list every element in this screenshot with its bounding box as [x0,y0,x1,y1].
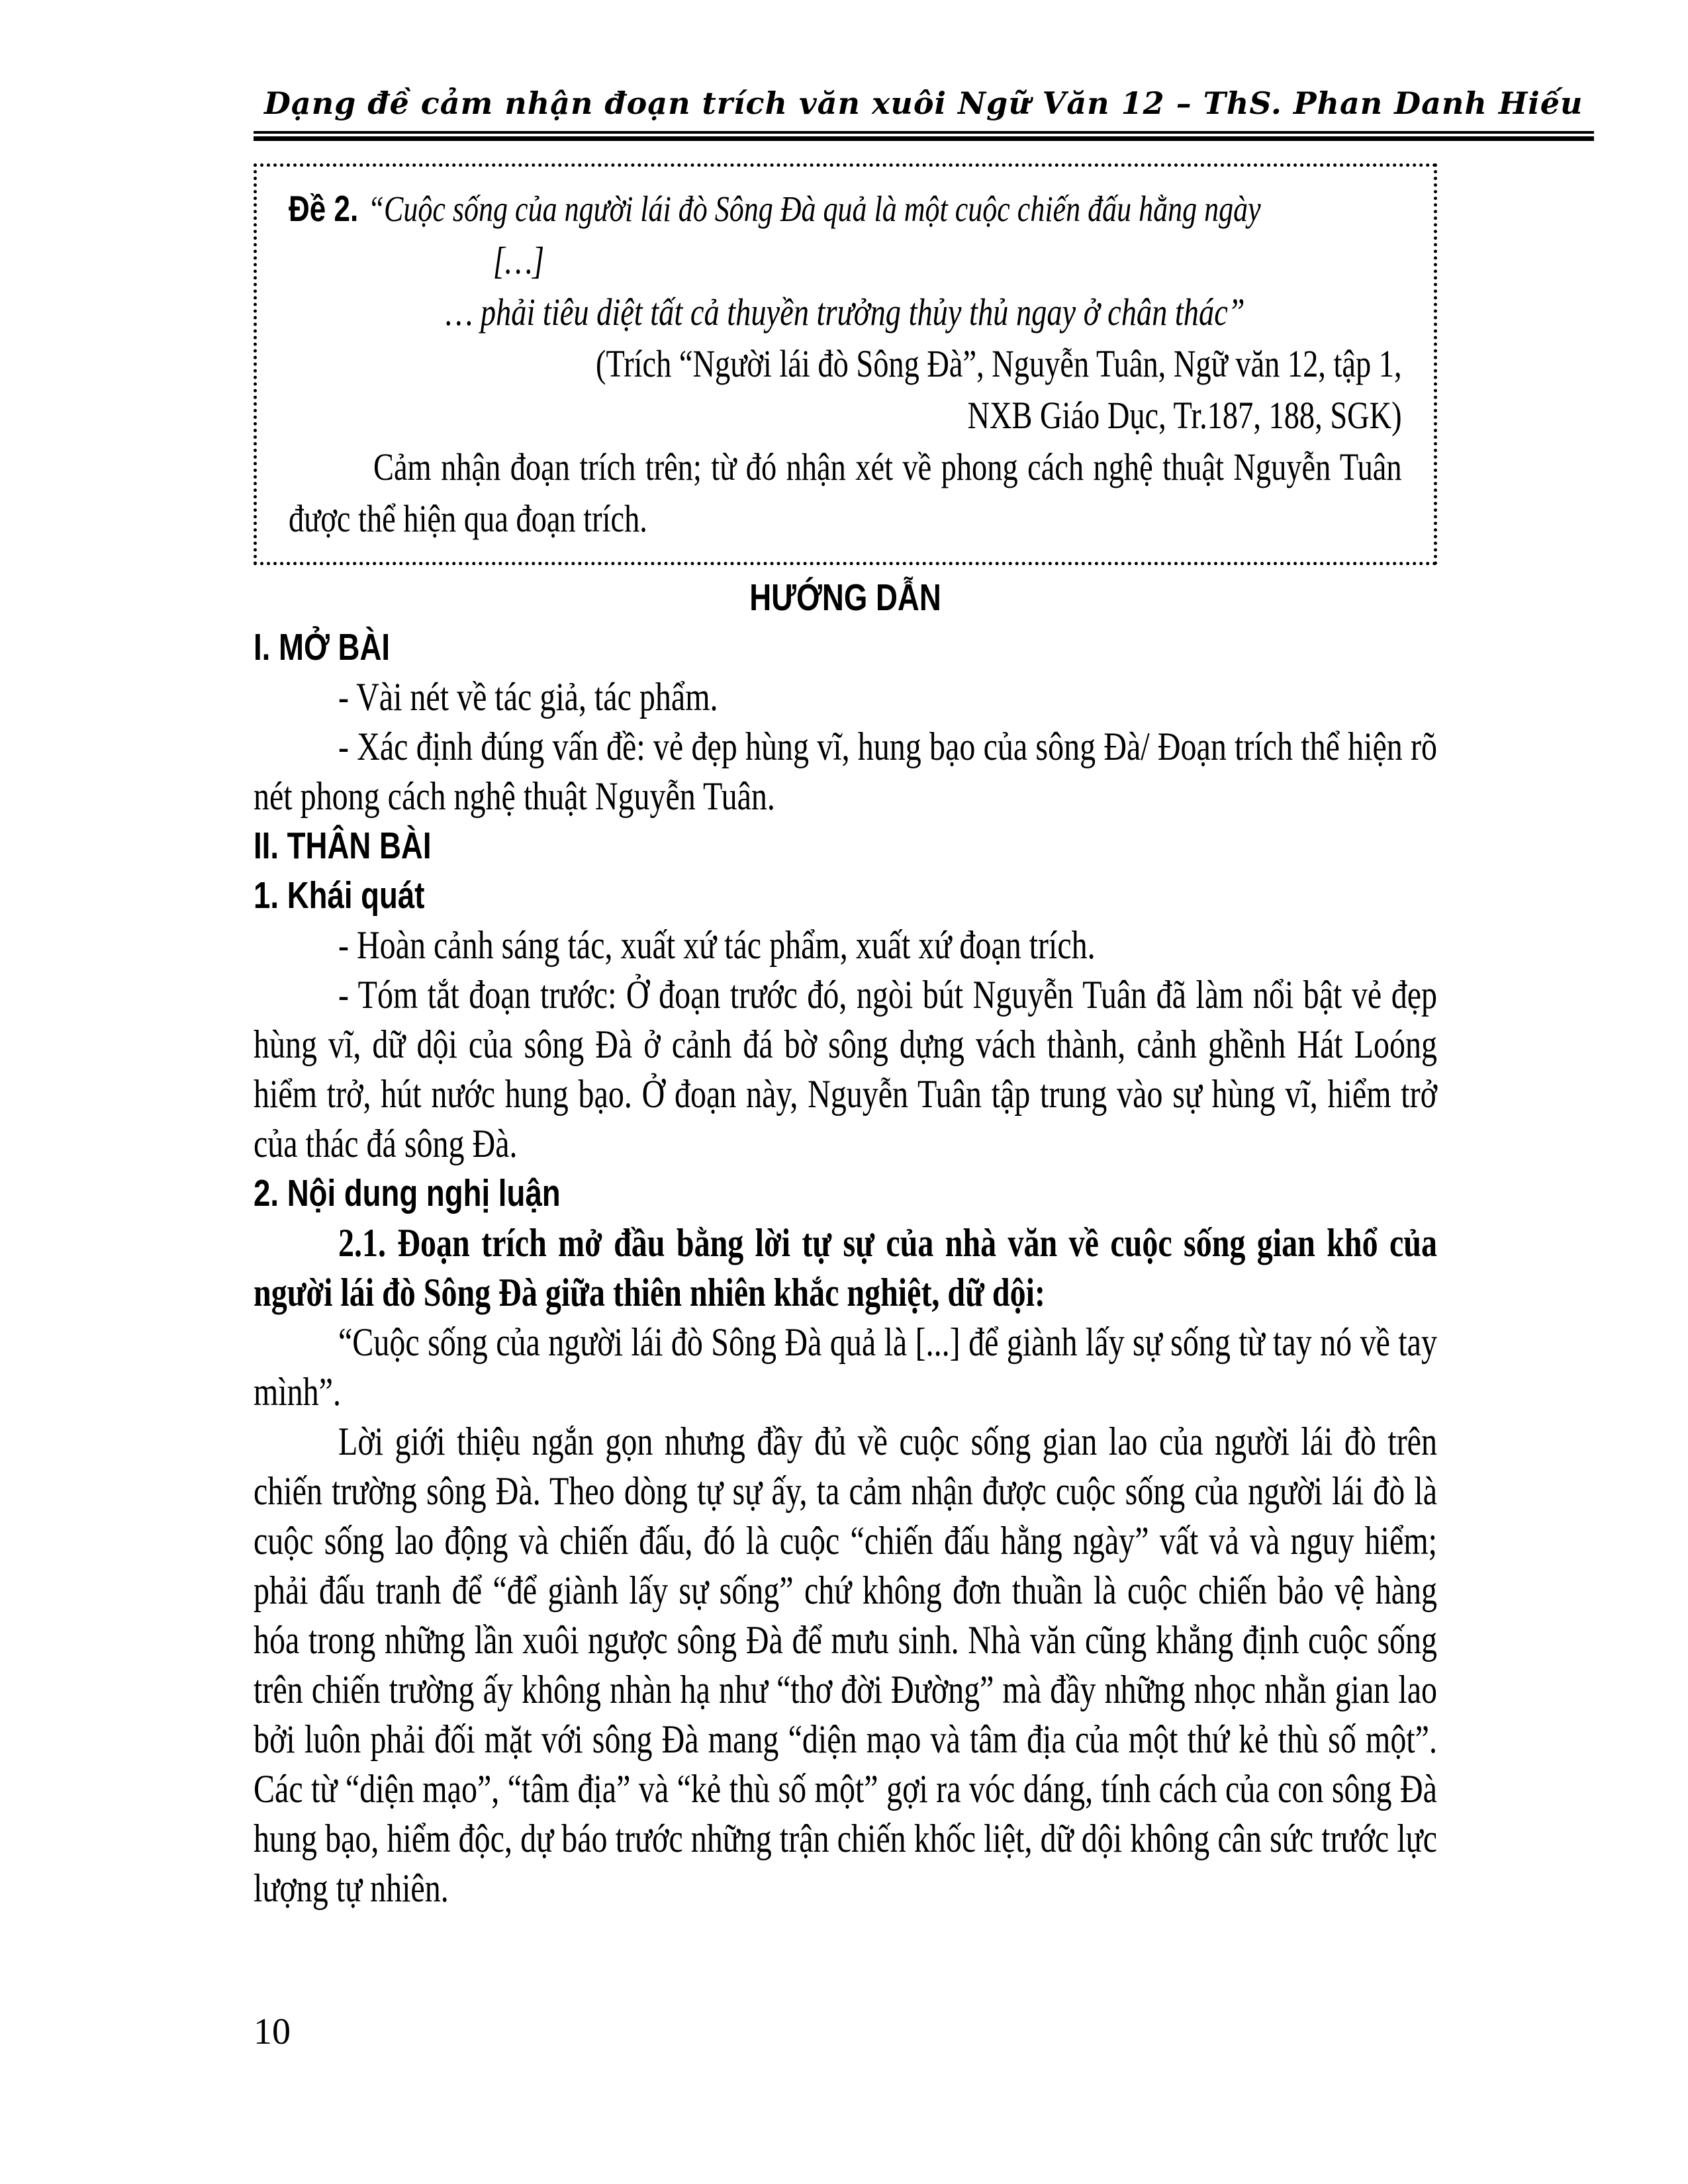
quote-line-3: … phải tiêu diệt tất cả thuyền trưởng thủy thủ ngay ở chân thác” [445,291,1245,334]
quote-ellipsis-line: […] [492,239,545,282]
task-instruction: Cảm nhận đoạn trích trên; từ đó nhận xét về phong cách nghệ thuật Nguyễn Tuân được thể hiện qua đoạn trích. [289,445,1402,540]
page-header [254,78,1583,141]
quote-line-1: “Cuộc sống của người lái đò Sông Đà quả là một cuộc chiến đấu hằng ngày [367,189,1261,229]
header-rule [254,136,1594,141]
source-citation-line-2: NXB Giáo Dục, Tr.187, 188, SGK) [967,394,1402,437]
content-column [254,78,1583,1913]
guide-section [254,573,1437,1913]
subsection-heading-noi-dung-nghi-luan: 2. Nội dung nghị luận [254,1172,561,1214]
problem-label: Đề 2. [289,188,359,229]
header-underline-group [254,78,1594,141]
section-heading-mo-bai: I. MỞ BÀI [254,626,391,668]
paragraph-2-1-thesis: 2.1. Đoạn trích mở đầu bằng lời tự sự của nhà văn về cuộc sống gian khổ của người lái đò Sông Đà giữa thiên nhiên khắc nghiệt, dữ dội: [254,1221,1437,1314]
source-citation-line-1: (Trích “Người lái đò Sông Đà”, Nguyễn Tuân, Ngữ văn 12, tập 1, [596,342,1402,385]
guide-heading: HƯỚNG DẪN [749,576,941,619]
paragraph-analysis: Lời giới thiệu ngắn gọn nhưng đầy đủ về cuộc sống gian lao của người lái đò trên chiến trường sông Đà. Theo dòng tự sự ấy, ta cảm nhận được cuộc sống của người lái đò là cuộc sống lao động và chiến đấu, đó là cuộc “chiến đấu hằng ngày” vất vả và nguy hiểm; phải đấu tranh để “để giành lấy sự sống” chứ không đơn thuần là cuộc chiến bảo vệ hàng hóa trong những lần xuôi ngược sông Đà để mưu sinh. Nhà văn cũng khẳng định cuộc sống trên chiến trường ấy không nhàn hạ như “thơ đời Đường” mà đầy những nhọc nhằn gian lao bởi luôn phải đối mặt với sông Đà mang “diện mạo và tâm địa của một thứ kẻ thù số một”. Các từ “diện mạo”, “tâm địa” và “kẻ thù số một” gợi ra vóc dáng, tính cách của con sông Đà hung bạo, hiểm độc, dự báo trước những trận chiến khốc liệt, dữ dội không cân sức trước lực lượng tự nhiên. [254,1420,1437,1910]
bullet-xac-dinh-van-de: - Xác định đúng vấn đề: vẻ đẹp hùng vĩ, hung bạo của sông Đà/ Đoạn trích thể hiện rõ nét phong cách nghệ thuật Nguyễn Tuân. [254,725,1437,818]
page-number: 10 [254,2011,291,2052]
bullet-tac-gia-tac-pham: - Vài nét về tác giả, tác phẩm. [338,675,718,719]
header-title: Dạng đề cảm nhận đoạn trích văn xuôi Ngữ Văn 12 – ThS. Phan Danh Hiếu [254,78,1594,134]
subsection-heading-khai-quat: 1. Khái quát [254,874,425,917]
bullet-tom-tat-doan-truoc: - Tóm tắt đoạn trước: Ở đoạn trước đó, ngòi bút Nguyễn Tuân đã làm nổi bật vẻ đẹp hùng vĩ, dữ dội của sông Đà ở cảnh đá bờ sông dựng vách thành, cảnh ghềnh Hát Loóng hiểm trở, hút nước hung bạo. Ở đoạn này, Nguyễn Tuân tập trung vào sự hùng vĩ, hiểm trở của thác đá sông Đà. [254,973,1437,1165]
section-heading-than-bai: II. THÂN BÀI [254,825,432,867]
problem-statement-line [289,183,1402,235]
bullet-hoan-canh-sang-tac: - Hoàn cảnh sáng tác, xuất xứ tác phẩm, xuất xứ đoạn trích. [338,923,1096,967]
problem-box-content [289,183,1402,545]
problem-box [254,163,1437,565]
paragraph-quote-excerpt: “Cuộc sống của người lái đò Sông Đà quả là [...] để giành lấy sự sống từ tay nó về tay mình”. [254,1320,1437,1414]
